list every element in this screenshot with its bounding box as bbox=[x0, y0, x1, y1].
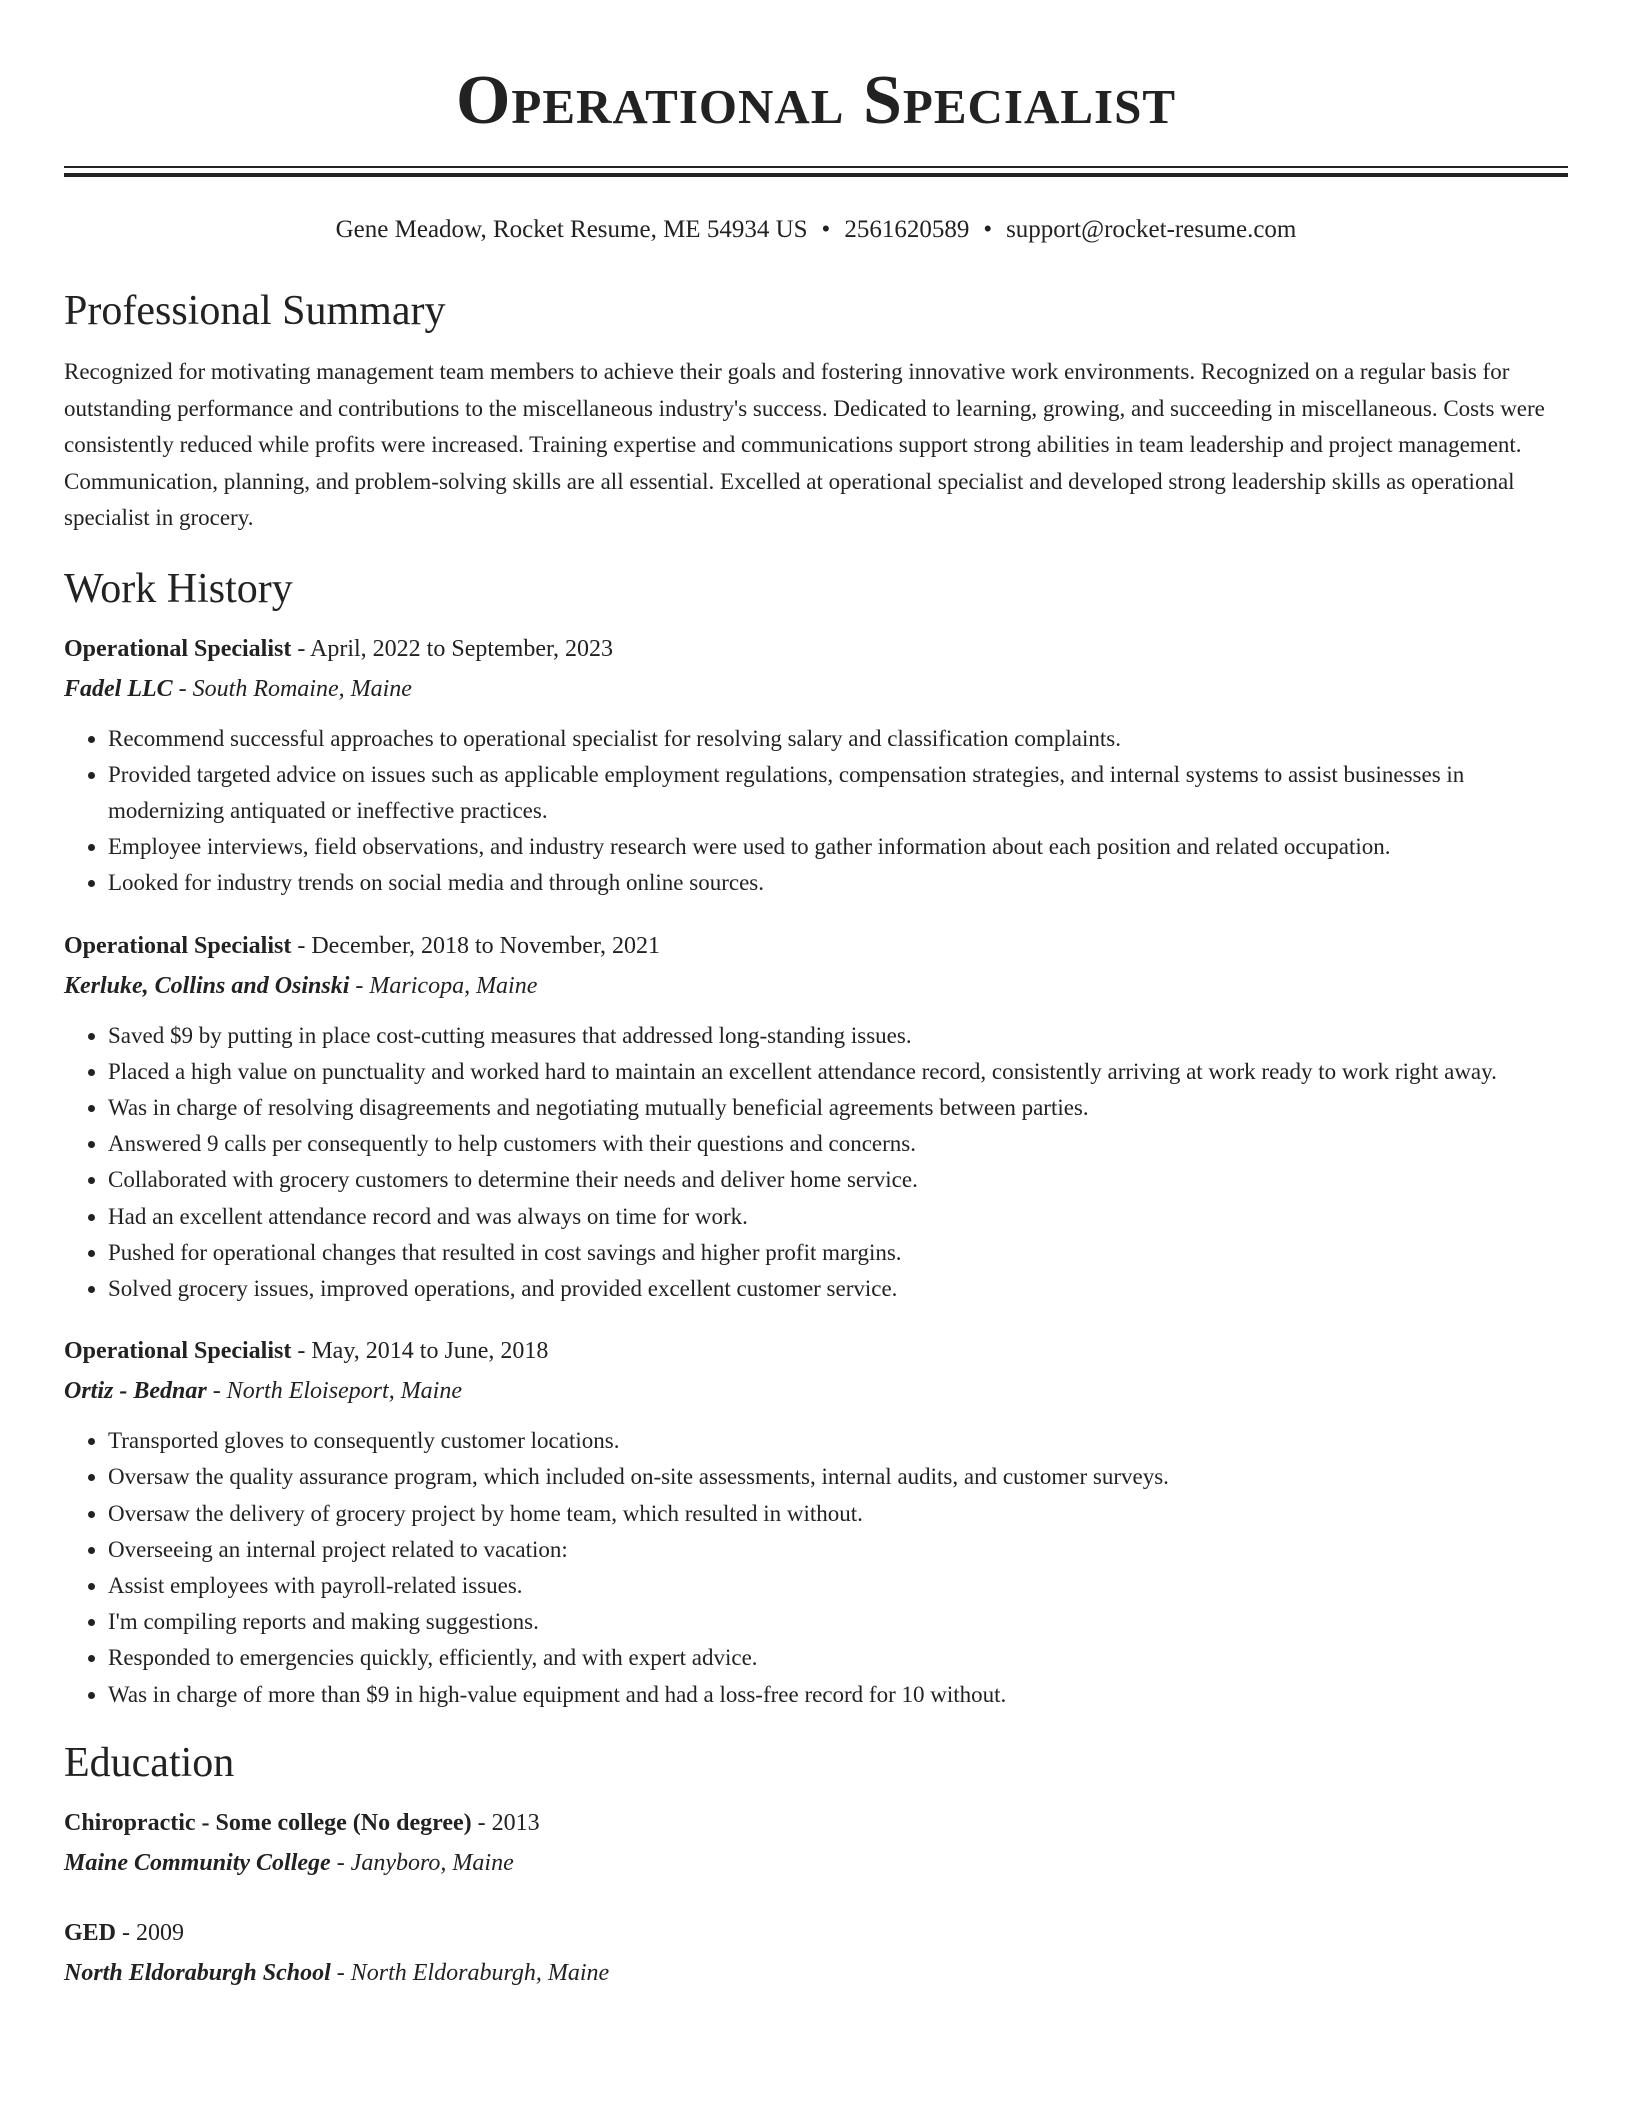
contact-line bbox=[64, 213, 1568, 247]
job-bullet: • Solved grocery issues, improved operations, and provided excellent customer service. bbox=[108, 1271, 1568, 1307]
job-company: Fadel LLC bbox=[64, 675, 173, 702]
job-bullet: • Provided targeted advice on issues such as applicable employment regulations, compensation strategies, and internal systems to assist businesses in modernizing antiquated or ineffective practices. bbox=[108, 757, 1568, 829]
job-bullet: • Oversaw the quality assurance program, which included on-site assessments, internal audits, and customer surveys. bbox=[108, 1459, 1568, 1495]
title-divider-thick bbox=[64, 173, 1568, 177]
job-title: Operational Specialist bbox=[64, 932, 292, 959]
job-dates: - May, 2014 to June, 2018 bbox=[291, 1338, 549, 1365]
contact-email: support@rocket-resume.com bbox=[1006, 216, 1297, 243]
education-degree: Chiropractic - Some college (No degree) bbox=[64, 1809, 472, 1836]
job-bullet-list bbox=[64, 721, 1568, 902]
job-title: Operational Specialist bbox=[64, 1338, 292, 1365]
job-entry bbox=[64, 629, 1568, 902]
contact-phone: 2561620589 bbox=[844, 216, 970, 243]
job-title-line bbox=[64, 926, 1568, 966]
contact-address: Gene Meadow, Rocket Resume, ME 54934 US bbox=[335, 216, 808, 243]
education-degree-line bbox=[64, 1803, 1568, 1843]
job-bullet: • I'm compiling reports and making suggestions. bbox=[108, 1604, 1568, 1640]
job-bullet: • Overseeing an internal project related to vacation: bbox=[108, 1532, 1568, 1568]
job-location: - South Romaine, Maine bbox=[172, 675, 412, 702]
resume-title: Operational Specialist bbox=[455, 62, 1177, 139]
summary-heading: Professional Summary bbox=[64, 288, 446, 334]
job-location: - North Eloiseport, Maine bbox=[206, 1378, 463, 1405]
education-degree: GED bbox=[64, 1919, 117, 1946]
job-bullet: • Employee interviews, field observations, and industry research were used to gather information about each position and related occupation. bbox=[108, 829, 1568, 865]
job-bullet: • Looked for industry trends on social media and through online sources. bbox=[108, 865, 1568, 901]
job-bullet: • Was in charge of resolving disagreements and negotiating mutually beneficial agreements between parties. bbox=[108, 1090, 1568, 1126]
job-bullet: • Transported gloves to consequently customer locations. bbox=[108, 1423, 1568, 1459]
job-title-line bbox=[64, 629, 1568, 669]
job-bullet: • Oversaw the delivery of grocery project by home team, which resulted in without. bbox=[108, 1496, 1568, 1532]
job-bullet: • Collaborated with grocery customers to determine their needs and deliver home service. bbox=[108, 1162, 1568, 1198]
job-entry bbox=[64, 926, 1568, 1308]
job-dates: - April, 2022 to September, 2023 bbox=[291, 635, 614, 662]
job-title: Operational Specialist bbox=[64, 635, 292, 662]
education-school-line bbox=[64, 1953, 1568, 1993]
education-heading: Education bbox=[64, 1739, 235, 1786]
job-bullet: • Was in charge of more than $9 in high-value equipment and had a loss-free record for 10 without. bbox=[108, 1677, 1568, 1713]
job-company-line bbox=[64, 669, 1568, 709]
job-bullet-list bbox=[64, 1423, 1568, 1713]
job-bullet-list bbox=[64, 1018, 1568, 1308]
education-school: Maine Community College bbox=[64, 1849, 331, 1876]
job-bullet: • Had an excellent attendance record and was always on time for work. bbox=[108, 1199, 1568, 1235]
job-company-line bbox=[64, 966, 1568, 1006]
education-degree-line bbox=[64, 1913, 1568, 1953]
title-divider-thin bbox=[64, 166, 1568, 168]
education-school-line bbox=[64, 1843, 1568, 1883]
work-history-heading: Work History bbox=[64, 565, 293, 612]
job-company-line bbox=[64, 1371, 1568, 1411]
contact-separator: • bbox=[983, 216, 993, 243]
education-year: - 2009 bbox=[116, 1919, 185, 1946]
job-bullet: • Recommend successful approaches to operational specialist for resolving salary and classification complaints. bbox=[108, 721, 1568, 757]
summary-text: Recognized for motivating management team members to achieve their goals and fostering innovative work environments. Recognized on a regular basis for outstanding performance and contributions to the miscellaneous industry's success. Dedicated to learning, growing, and succeeding in miscellaneous. Costs were consistently reduced while profits were increased. Training expertise and communications support strong abilities in team leadership and project management. Communication, planning, and problem-solving skills are all essential. Excelled at operational specialist and developed strong leadership skills as operational specialist in grocery. bbox=[64, 359, 1545, 530]
job-title-line bbox=[64, 1331, 1568, 1371]
job-bullet: • Saved $9 by putting in place cost-cutting measures that addressed long-standing issues. bbox=[108, 1018, 1568, 1054]
job-company: Kerluke, Collins and Osinski bbox=[64, 972, 350, 999]
education-entry bbox=[64, 1803, 1568, 1883]
education-location: - Janyboro, Maine bbox=[330, 1849, 514, 1876]
job-bullet: • Assist employees with payroll-related issues. bbox=[108, 1568, 1568, 1604]
education-year: - 2013 bbox=[471, 1809, 540, 1836]
job-bullet: • Placed a high value on punctuality and worked hard to maintain an excellent attendance record, consistently arriving at work ready to work right away. bbox=[108, 1054, 1568, 1090]
job-bullet: • Responded to emergencies quickly, efficiently, and with expert advice. bbox=[108, 1640, 1568, 1676]
contact-separator: • bbox=[821, 216, 831, 243]
job-location: - Maricopa, Maine bbox=[349, 972, 538, 999]
job-bullet: • Answered 9 calls per consequently to help customers with their questions and concerns. bbox=[108, 1126, 1568, 1162]
education-school: North Eldoraburgh School bbox=[64, 1959, 331, 1986]
job-company: Ortiz - Bednar bbox=[64, 1378, 207, 1405]
job-entry bbox=[64, 1331, 1568, 1713]
education-entry bbox=[64, 1913, 1568, 1993]
education-location: - North Eldoraburgh, Maine bbox=[330, 1959, 610, 1986]
job-bullet: • Pushed for operational changes that resulted in cost savings and higher profit margins. bbox=[108, 1235, 1568, 1271]
job-dates: - December, 2018 to November, 2021 bbox=[291, 932, 660, 959]
